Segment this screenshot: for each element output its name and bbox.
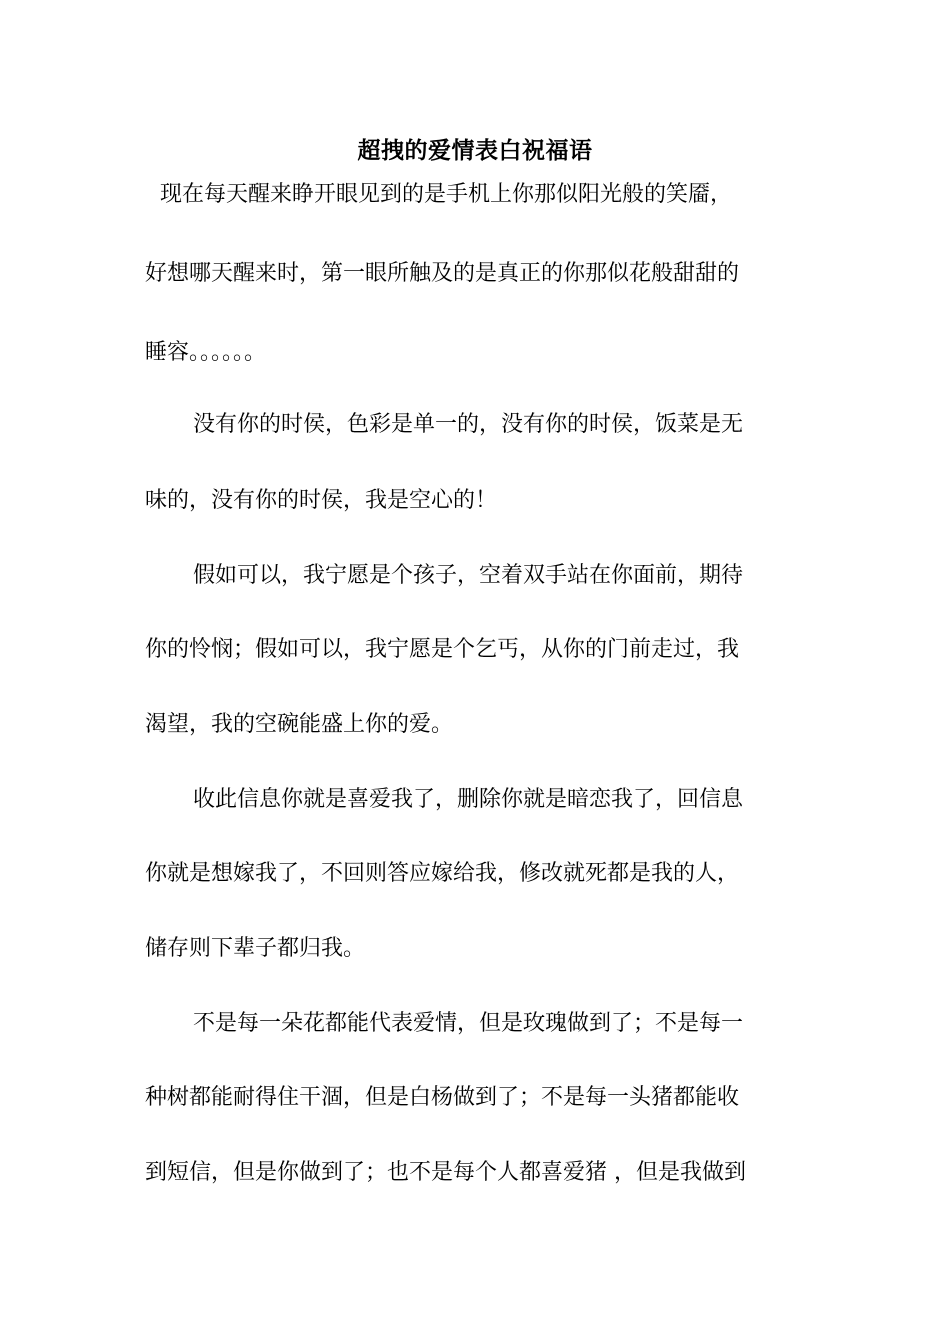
document-title: 超拽的爱情表白祝福语 (357, 137, 593, 164)
paragraph-line: 现在每天醒来睁开眼见到的是手机上你那似阳光般的笑靥， (160, 182, 733, 207)
paragraph-line: 种树都能耐得住干涸，但是白杨做到了；不是每一头猪都能收 (145, 1085, 740, 1110)
paragraph-line: 到短信，但是你做到了；也不是每个人都喜爱猪 ，但是我做到 (145, 1160, 746, 1185)
paragraph-line: 渴望，我的空碗能盛上你的爱。 (145, 712, 454, 737)
paragraph-line: 你的怜悯；假如可以，我宁愿是个乞丐，从你的门前走过，我 (145, 637, 740, 662)
paragraph-line: 不是每一朵花都能代表爱情，但是玫瑰做到了；不是每一 (193, 1011, 744, 1036)
paragraph-line: 睡容。。。。。。 (145, 340, 267, 365)
paragraph-line: 好想哪天醒来时，第一眼所触及的是真正的你那似花般甜甜的 (145, 261, 740, 286)
paragraph-line: 储存则下辈子都归我。 (145, 936, 366, 961)
paragraph-line: 你就是想嫁我了，不回则答应嫁给我，修改就死都是我的人， (145, 861, 740, 886)
paragraph-line: 没有你的时侯，色彩是单一的，没有你的时侯，饭菜是无 (193, 412, 744, 437)
paragraph-line: 收此信息你就是喜爱我了，删除你就是暗恋我了，回信息 (193, 787, 744, 812)
paragraph-line: 味的，没有你的时侯，我是空心的！ (145, 488, 498, 513)
paragraph-line: 假如可以，我宁愿是个孩子，空着双手站在你面前，期待 (193, 563, 744, 588)
